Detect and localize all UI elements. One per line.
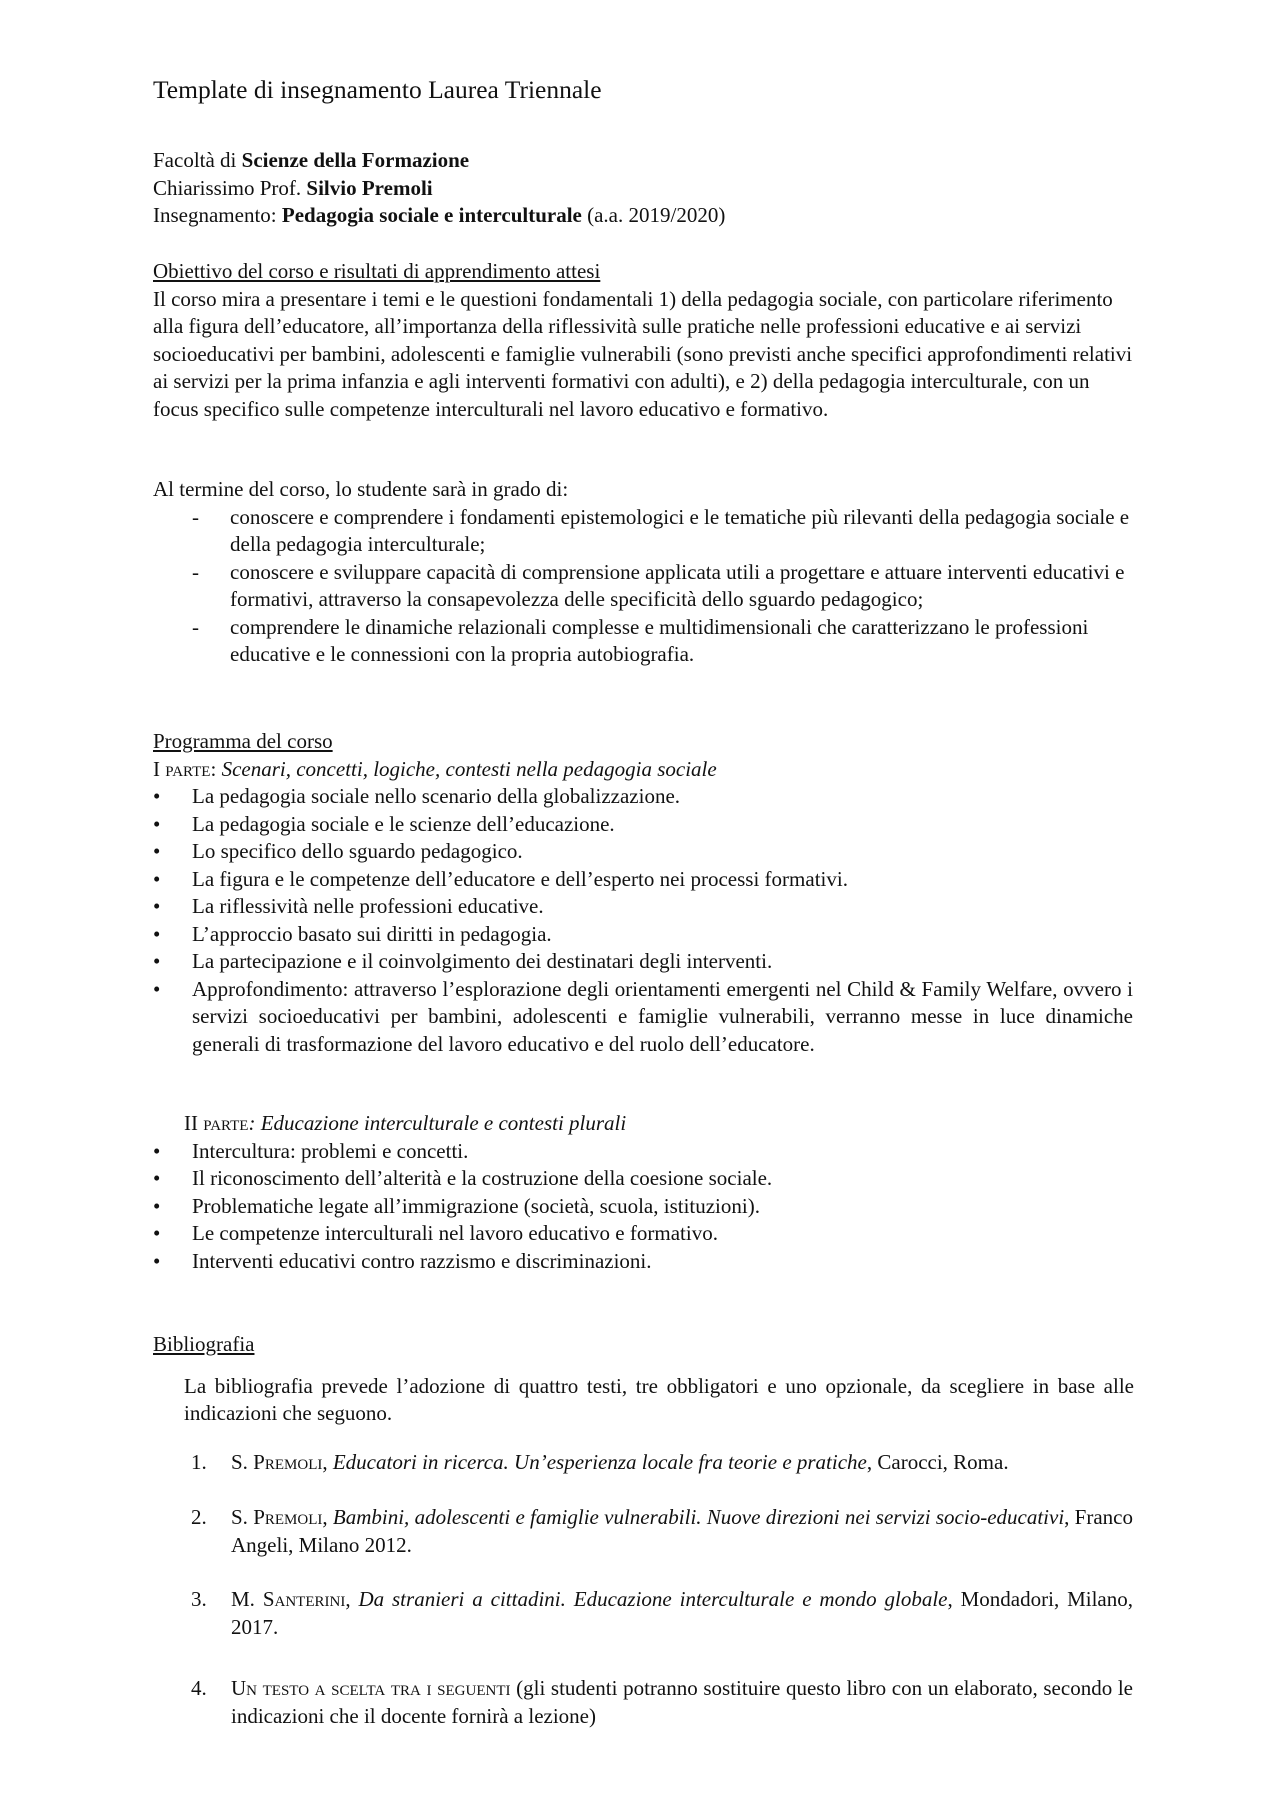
reference-publisher: , Franco Angeli, Milano 2012. bbox=[231, 1505, 1133, 1557]
reference-body bbox=[231, 1449, 1133, 1477]
part1-separator: : bbox=[210, 756, 222, 781]
objectives-heading: Obiettivo del corso e risultati di apprendimento attesi bbox=[153, 259, 601, 283]
topic-text: Interventi educativi contro razzismo e discriminazioni. bbox=[192, 1248, 652, 1273]
reference-publisher: (gli studenti potranno sostituire questo libro con un elaborato, secondo le indicazioni che il docente fornirà a lezione) bbox=[231, 1676, 1133, 1728]
course-label: Insegnamento: bbox=[153, 203, 282, 227]
list-item bbox=[153, 921, 1133, 949]
reference-item bbox=[153, 1675, 1133, 1730]
professor-label: Chiarissimo Prof. bbox=[153, 175, 307, 200]
list-item bbox=[153, 866, 1133, 894]
professor-line bbox=[153, 175, 1133, 203]
reference-body bbox=[231, 1504, 1133, 1559]
list-item bbox=[153, 1248, 1133, 1276]
program-section bbox=[153, 728, 1133, 1058]
reference-separator: , bbox=[322, 1505, 333, 1529]
bullet-marker: • bbox=[153, 1193, 161, 1218]
list-item bbox=[192, 504, 1133, 559]
course-line bbox=[153, 202, 1133, 230]
topic-text: Problematiche legate all’immigrazione (società, scuola, istituzioni). bbox=[192, 1193, 760, 1218]
reference-item bbox=[153, 1504, 1133, 1559]
reference-item bbox=[153, 1586, 1133, 1641]
reference-body bbox=[231, 1675, 1133, 1730]
topic-text: Lo specifico dello sguardo pedagogico. bbox=[192, 839, 523, 863]
part1-list bbox=[153, 783, 1133, 1058]
faculty-label: Facoltà di bbox=[153, 148, 242, 172]
part1-title bbox=[153, 756, 1133, 784]
reference-title: Educatori in ricerca. Un’esperienza locale fra teorie e pratiche bbox=[332, 1450, 867, 1474]
reference-publisher: , Carocci, Roma. bbox=[866, 1450, 1009, 1474]
list-item bbox=[153, 783, 1133, 811]
part2-section bbox=[153, 1110, 1133, 1275]
topic-text: Le competenze interculturali nel lavoro educativo e formativo. bbox=[192, 1221, 718, 1245]
program-heading: Programma del corso bbox=[153, 729, 333, 753]
part1-label: I parte bbox=[153, 756, 211, 781]
topic-text: La riflessività nelle professioni educative. bbox=[192, 894, 544, 918]
part2-heading: Educazione interculturale e contesti plurali bbox=[260, 1111, 627, 1135]
dash-marker: - bbox=[192, 614, 199, 639]
topic-text: Intercultura: problemi e concetti. bbox=[192, 1138, 469, 1163]
reference-author: M. Santerini bbox=[231, 1587, 346, 1611]
course-meta bbox=[153, 147, 1133, 230]
outcome-text: comprendere le dinamiche relazionali complesse e multidimensionali che caratterizzano le professioni educative e le connessioni con la propria autobiografia. bbox=[230, 614, 1089, 666]
bibliography-section bbox=[153, 1331, 1134, 1728]
faculty-line bbox=[153, 147, 1133, 175]
reference-separator: , bbox=[322, 1450, 333, 1474]
bullet-marker: • bbox=[153, 1166, 161, 1190]
bullet-marker: • bbox=[153, 784, 161, 808]
reference-author: Un testo a scelta tra i seguenti bbox=[231, 1676, 511, 1700]
topic-text: La pedagogia sociale nello scenario della globalizzazione. bbox=[192, 784, 681, 808]
objectives-text: Il corso mira a presentare i temi e le questioni fondamentali 1) della pedagogia sociale, con particolare riferimento alla figura dell’educatore, all’importanza della riflessività sulle pratiche nelle professioni educative e ai servizi socioeducativi per bambini, adolescenti e famiglie vulnerabili (sono previsti anche specifici approfondimenti relativi ai servizi per la prima infanzia e agli interventi formativi con adulti), e 2) della pedagogia interculturale, con un focus specifico sulle competenze interculturali nel lavoro educativo e formativo. bbox=[153, 286, 1133, 421]
reference-body bbox=[231, 1586, 1133, 1641]
list-item bbox=[153, 1138, 1133, 1166]
dash-marker: - bbox=[192, 504, 199, 529]
bullet-marker: • bbox=[153, 811, 161, 836]
reference-separator: , bbox=[345, 1587, 359, 1611]
reference-number: 3. bbox=[191, 1587, 207, 1611]
topic-text: La partecipazione e il coinvolgimento dei destinatari degli interventi. bbox=[192, 949, 773, 973]
outcomes-section bbox=[153, 476, 1133, 669]
bullet-marker: • bbox=[153, 1248, 161, 1273]
academic-year: (a.a. 2019/2020) bbox=[581, 203, 726, 227]
part2-title bbox=[153, 1110, 1133, 1138]
topic-text: Il riconoscimento dell’alterità e la costruzione della coesione sociale. bbox=[192, 1166, 773, 1190]
reference-number: 2. bbox=[191, 1505, 207, 1529]
list-item bbox=[153, 811, 1133, 839]
bullet-marker: • bbox=[153, 894, 161, 918]
reference-number: 4. bbox=[191, 1676, 207, 1700]
list-item bbox=[153, 976, 1133, 1059]
topic-text: Approfondimento: attraverso l’esplorazione degli orientamenti emergenti nel Child & Family Welfare, ovvero i servizi socioeducativi per bambini, adolescenti e famiglie vulnerabili, verranno messe in luce dinamiche generali di trasformazione del lavoro educativo e del ruolo dell’educatore. bbox=[192, 976, 1133, 1056]
faculty-name: Scienze della Formazione bbox=[241, 148, 470, 172]
list-item bbox=[153, 1165, 1133, 1193]
list-item bbox=[192, 614, 1133, 669]
course-name: Pedagogia sociale e interculturale bbox=[281, 203, 582, 227]
list-item bbox=[153, 948, 1133, 976]
outcomes-list bbox=[153, 504, 1133, 669]
reference-number: 1. bbox=[191, 1450, 207, 1474]
bullet-marker: • bbox=[153, 1221, 161, 1245]
reference-author: S. Premoli bbox=[231, 1505, 323, 1529]
outcome-text: conoscere e sviluppare capacità di comprensione applicata utili a progettare e attuare interventi educativi e formativi, attraverso la consapevolezza delle specificità dello sguardo pedagogico; bbox=[230, 559, 1125, 611]
professor-name: Silvio Premoli bbox=[306, 175, 433, 200]
topic-text: L’approccio basato sui diritti in pedagogia. bbox=[192, 921, 552, 946]
bullet-marker: • bbox=[153, 921, 161, 946]
topic-text: La figura e le competenze dell’educatore e dell’esperto nei processi formativi. bbox=[192, 866, 848, 891]
document-title: Template di insegnamento Laurea Triennale bbox=[153, 75, 602, 104]
reference-title: Bambini, adolescenti e famiglie vulnerabili. Nuove direzioni nei servizi socio-educativi bbox=[332, 1505, 1065, 1529]
part1-heading: Scenari, concetti, logiche, contesti nella pedagogia sociale bbox=[221, 756, 717, 781]
topic-text: La pedagogia sociale e le scienze dell’educazione. bbox=[192, 811, 615, 836]
list-item bbox=[153, 1220, 1133, 1248]
part2-separator: : bbox=[248, 1111, 261, 1135]
reference-title: Da stranieri a cittadini. Educazione interculturale e mondo globale bbox=[358, 1587, 948, 1611]
bullet-marker: • bbox=[153, 839, 161, 863]
bullet-marker: • bbox=[153, 866, 161, 891]
bullet-marker: • bbox=[153, 949, 161, 973]
list-item bbox=[192, 559, 1133, 614]
objectives-section bbox=[153, 258, 1133, 423]
bibliography-heading: Bibliografia bbox=[153, 1332, 255, 1356]
reference-item bbox=[153, 1449, 1133, 1477]
dash-marker: - bbox=[192, 559, 199, 584]
bullet-marker: • bbox=[153, 976, 161, 1001]
outcomes-intro: Al termine del corso, lo studente sarà in grado di: bbox=[153, 477, 569, 501]
list-item bbox=[153, 1193, 1133, 1221]
reference-author: S. Premoli bbox=[231, 1450, 323, 1474]
bibliography-intro: La bibliografia prevede l’adozione di quattro testi, tre obbligatori e uno opzionale, da scegliere in base alle indicazioni che seguono. bbox=[184, 1373, 1134, 1425]
part2-list bbox=[153, 1138, 1133, 1276]
list-item bbox=[153, 838, 1133, 866]
outcome-text: conoscere e comprendere i fondamenti epistemologici e le tematiche più rilevanti della pedagogia sociale e della pedagogia interculturale; bbox=[230, 504, 1130, 556]
list-item bbox=[153, 893, 1133, 921]
reference-publisher: , Mondadori, Milano, 2017. bbox=[231, 1587, 1133, 1639]
bullet-marker: • bbox=[153, 1138, 161, 1163]
part2-label: II parte bbox=[184, 1111, 249, 1135]
